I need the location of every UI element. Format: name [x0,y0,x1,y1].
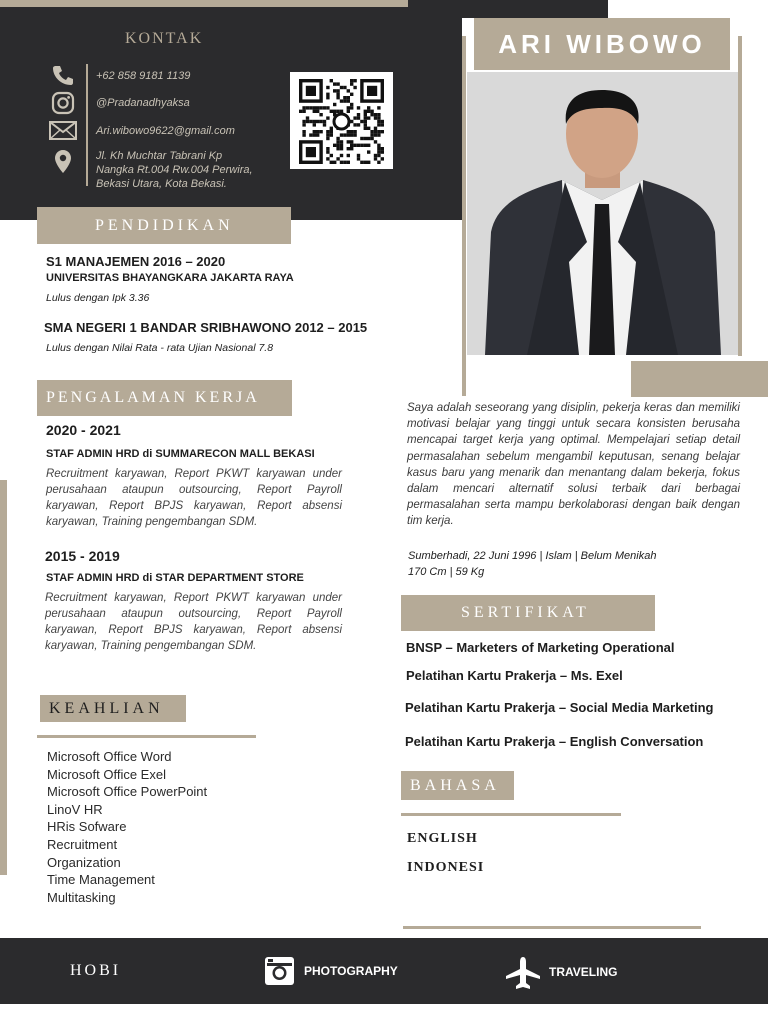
qr-code[interactable] [290,72,393,169]
certificate-item: Pelatihan Kartu Prakerja – Ms. Exel [406,668,623,683]
contact-divider [86,64,88,186]
languages-heading-banner [401,771,514,800]
contact-email[interactable]: Ari.wibowo9622@gmail.com [96,125,235,137]
contact-phone[interactable]: +62 858 9181 1139 [96,70,191,82]
airplane-icon [505,956,541,990]
profile-summary: Saya adalah seseorang yang disiplin, pekerja keras dan memiliki motivasi belajar yang tinggi untuk secara konsisten berusaha mencapai target kerja yang optimal. Mempelajari setiap detail permasalahan sebelum mengambil keputusan, senang belajar kasus baru yang menarik dan menantang dalam bekerja, fokus dalam mencari alternatif solusi terbaik dari berbagai permasalahan serta mampu berkolaborasi dengan baik dengan tim kerja. [407,402,740,528]
education-item [46,254,294,304]
skills-heading: KEAHLIAN [49,699,164,717]
education-note: Lulus dengan Ipk 3.36 [46,292,150,304]
certificate-item: BNSP – Marketers of Marketing Operational [406,640,675,655]
education-item [44,320,367,354]
experience-heading: PENGALAMAN KERJA [46,389,260,406]
email-icon [49,121,77,140]
location-pin-icon [54,149,72,174]
contact-heading: KONTAK [125,30,204,47]
certificate-item: Pelatihan Kartu Prakerja – Social Media Marketing [405,700,714,715]
instagram-icon [51,91,75,115]
personal-info-line: Sumberhadi, 22 Juni 1996 | Islam | Belum Menikah [408,550,657,562]
certificates-heading: SERTIFIKAT [461,604,590,621]
education-degree: S1 MANAJEMEN 2016 – 2020 [46,254,226,269]
experience-heading-banner [37,380,292,416]
skill-item: Organization [47,854,121,870]
address-line: Bekasi Utara, Kota Bekasi. [96,178,227,190]
skills-underline [37,735,256,738]
skill-item: Time Management [47,872,155,888]
skill-item: HRis Sofware [47,819,127,835]
candidate-name: ARI WIBOWO [498,28,706,59]
skill-item: Recruitment [47,836,118,852]
photo-frame-right-line [738,36,742,356]
languages-bottom-line [403,926,701,929]
experience-period: 2020 - 2021 [46,422,121,438]
phone-icon [51,64,75,86]
education-heading: PENDIDIKAN [95,216,234,234]
hobbies-heading: HOBI [70,962,122,979]
education-school: UNIVERSITAS BHAYANGKARA JAKARTA RAYA [46,272,294,284]
photo-frame-left-line [462,36,466,396]
experience-role: STAF ADMIN HRD di SUMMARECON MALL BEKASI [46,448,315,460]
name-banner [474,18,730,70]
contact-instagram[interactable]: @Pradanadhyaksa [96,97,190,109]
experience-description: Recruitment karyawan, Report PKWT karyawan under perusahaan ataupun outsourcing, Report Payroll karyawan, Report BPJS karyawan, Report absensi karyawan, Training pengembangan SDM. [46,468,342,528]
skills-list [47,748,207,906]
profile-photo [467,72,738,355]
experience-item [45,548,342,654]
left-edge-bar [0,480,7,875]
skill-item: Microsoft Office PowerPoint [47,784,208,800]
experience-role: STAF ADMIN HRD di STAR DEPARTMENT STORE [46,572,304,584]
languages-heading: BAHASA [410,776,500,794]
education-heading-banner [37,207,291,244]
personal-info-line: 170 Cm | 59 Kg [408,566,485,578]
education-note: Lulus dengan Nilai Rata - rata Ujian Nasional 7.8 [46,342,274,354]
certificates-heading-banner [401,595,655,631]
experience-description: Recruitment karyawan, Report PKWT karyawan under perusahaan ataupun outsourcing, Report Payroll karyawan, Report BPJS karyawan, Report absensi karyawan, Training pengembangan SDM. [45,592,342,652]
language-item: INDONESI [407,860,485,875]
address-line: Nangka Rt.004 Rw.004 Perwira, [96,164,253,176]
language-item: ENGLISH [407,831,478,846]
education-degree: SMA NEGERI 1 BANDAR SRIBHAWONO 2012 – 2015 [44,320,368,335]
camera-icon [264,956,295,986]
address-line: Jl. Kh Muchtar Tabrani Kp [96,150,223,162]
experience-item [46,422,342,530]
hobby-label: TRAVELING [549,965,618,979]
languages-underline [401,813,621,816]
skill-item: Microsoft Office Exel [47,766,166,782]
skill-item: Multitasking [47,889,116,905]
skill-item: Microsoft Office Word [47,749,172,764]
skill-item: LinoV HR [47,801,103,817]
skills-heading-banner [40,695,186,722]
certificate-item: Pelatihan Kartu Prakerja – English Conversation [405,734,704,749]
personal-info [408,548,656,580]
contact-address [96,149,253,191]
experience-period: 2015 - 2019 [45,548,120,564]
header-dark-panel-top-right [408,0,608,18]
top-accent-bar [0,0,408,7]
hobby-label: PHOTOGRAPHY [304,964,398,978]
photo-accent-block [631,361,768,397]
